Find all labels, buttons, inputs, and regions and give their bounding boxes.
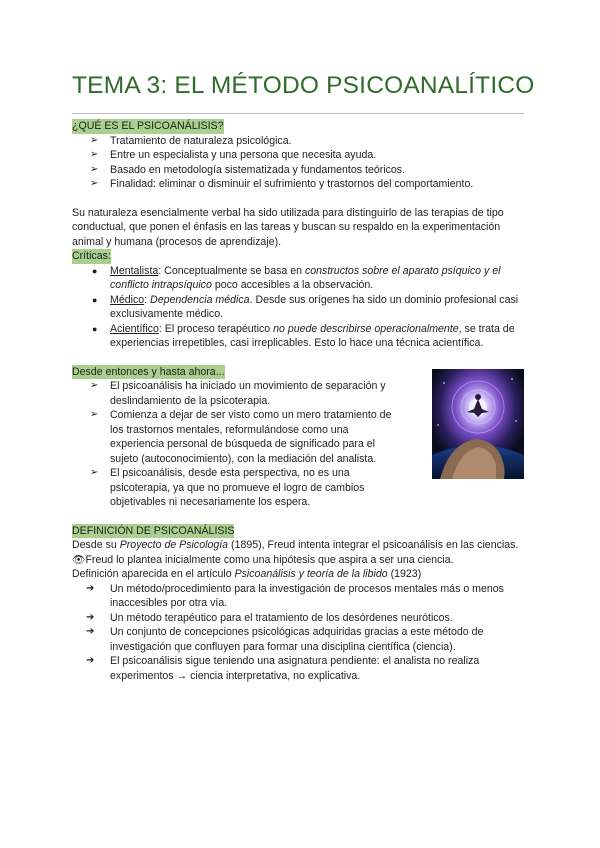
arrowhead-bullet-icon: ➢ — [90, 134, 99, 146]
list-item: ➢ El psicoanálisis, desde esta perspectiva, no es una psicoterapia, ya que no promueve el logro de cambios objetivables ni necesariamente los espera. — [90, 467, 365, 508]
definicion-list — [72, 582, 524, 684]
title-divider — [72, 113, 524, 114]
arrowhead-bullet-icon: ➢ — [90, 380, 99, 391]
criticas-list — [72, 264, 524, 351]
list-item: ➢ Comienza a dejar de ser visto como un mero tratamiento de los trastornos mentales, reformulándose como una experiencia personal de búsqueda de significado para el sujeto (autoconocimiento), con la mediación del analista. — [90, 409, 392, 465]
list-item: ➢ Tratamiento de naturaleza psicológica. — [90, 134, 292, 147]
arrowhead-bullet-icon: ➢ — [90, 149, 99, 160]
bullet-icon: ● — [92, 294, 98, 305]
section-heading-que-es: ¿QUÉ ES EL PSICOANÁLISIS? — [72, 120, 224, 132]
list-item: ➔ Un método/procedimiento para la investigación de procesos mentales más o menos inaccesibles por otra vía. — [86, 582, 504, 609]
list-item: ➔ Un método terapéutico para el tratamiento de los desórdenes neuróticos. — [86, 611, 453, 624]
eye-icon: 👁 — [72, 553, 86, 566]
arrow-bullet-icon: ➔ — [86, 655, 95, 666]
arrow-bullet-icon: ➔ — [86, 611, 95, 623]
arrow-bullet-icon: ➔ — [86, 626, 95, 637]
section-desde-entonces — [72, 365, 524, 510]
arrowhead-bullet-icon: ➢ — [90, 467, 99, 478]
desde-entonces-list — [72, 379, 397, 510]
list-item: ➢ Entre un especialista y una persona que necesita ayuda. — [90, 149, 377, 161]
paragraph-definicion-articulo: Definición aparecida en el artículo Psicoanálisis y teoría de la libido (1923) — [72, 568, 422, 580]
meditation-cosmos-image — [432, 369, 524, 479]
list-item: ➢ El psicoanálisis ha iniciado un movimiento de separación y deslindamiento de la psicoterapia. — [90, 380, 386, 407]
paragraph-proyecto: Desde su Proyecto de Psicología (1895), Freud intenta integrar el psicoanálisis en las ciencias. 👁Freud lo plantea inicialmente como una hipótesis que aspira a ser una ciencia. — [72, 539, 519, 566]
list-item: ● Acientífico: El proceso terapéutico no puede describirse operacionalmente, se trata de experiencias irrepetibles, casi irreplicables. Esto lo hace una técnica acientífica. — [92, 322, 515, 349]
paragraph-naturaleza: Su naturaleza esencialmente verbal ha sido utilizada para distinguirlo de las terapias de tipo conductual, que ponen el énfasis en las tareas y buscan su respaldo en la experimentación animal y humana (procesos de aprendizaje). — [72, 206, 504, 248]
meditation-cosmos-illustration — [432, 369, 524, 479]
bullet-icon: ● — [92, 323, 98, 334]
arrow-bullet-icon: ➔ — [86, 582, 95, 594]
arrowhead-bullet-icon: ➢ — [90, 178, 99, 189]
list-item: ● Mentalista: Conceptualmente se basa en constructos sobre el aparato psíquico y el conflicto intrapsíquico poco accesibles a la observación. — [92, 264, 501, 291]
list-item: ➔ El psicoanálisis sigue teniendo una asignatura pendiente: el analista no realiza experimentos → ciencia interpretativa, no explicativa. — [86, 655, 480, 682]
arrowhead-bullet-icon: ➢ — [90, 409, 99, 420]
arrowhead-bullet-icon: ➢ — [90, 163, 99, 175]
que-es-list — [72, 134, 524, 192]
list-item: ➔ Un conjunto de concepciones psicológicas adquiridas gracias a este método de investigación que confluyen para formar una disciplina científica (ciencia). — [86, 626, 484, 653]
section-heading-desde-entonces: Desde entonces y hasta ahora... — [72, 365, 225, 378]
section-heading-criticas: Críticas: — [72, 250, 111, 262]
list-item: ➢ Basado en metodología sistematizada y fundamentos teóricos. — [90, 163, 406, 176]
list-item: ➢ Finalidad: eliminar o disminuir el sufrimiento y trastornos del comportamiento. — [90, 178, 474, 190]
document-body — [72, 119, 524, 683]
page-title: TEMA 3: EL MÉTODO PSICOANALÍTICO — [72, 72, 535, 99]
bullet-icon: ● — [92, 265, 98, 276]
list-item: ● Médico: Dependencia médica. Desde sus orígenes ha sido un dominio profesional casi exclusivamente médico. — [92, 293, 519, 320]
section-heading-definicion: DEFINICIÓN DE PSICOANÁLISIS — [72, 524, 235, 537]
